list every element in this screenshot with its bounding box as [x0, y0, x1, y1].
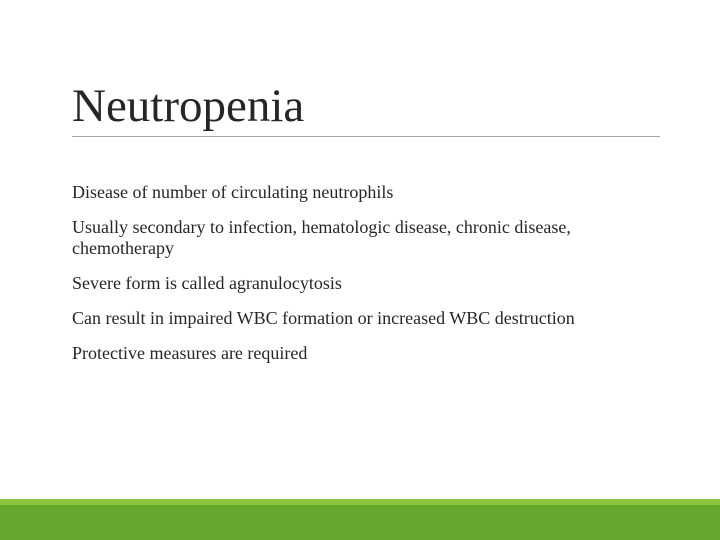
- bullet-text: Can result in impaired WBC formation or increased WBC destruction: [72, 308, 575, 328]
- title-divider: [72, 136, 660, 137]
- footer-bar: [0, 505, 720, 540]
- bullet-list: [72, 182, 662, 378]
- bullet-text: Usually secondary to infection, hematologic disease, chronic disease, chemotherapy: [72, 217, 571, 258]
- bullet-item: [72, 308, 662, 329]
- bullet-text: Disease of number of circulating neutrophils: [72, 182, 394, 202]
- bullet-item: [72, 217, 662, 259]
- bullet-item: [72, 182, 662, 203]
- slide-title: Neutropenia: [72, 80, 305, 132]
- bullet-text: Severe form is called agranulocytosis: [72, 273, 342, 293]
- bullet-text: Protective measures are required: [72, 343, 308, 363]
- bullet-item: [72, 343, 662, 364]
- bullet-item: [72, 273, 662, 294]
